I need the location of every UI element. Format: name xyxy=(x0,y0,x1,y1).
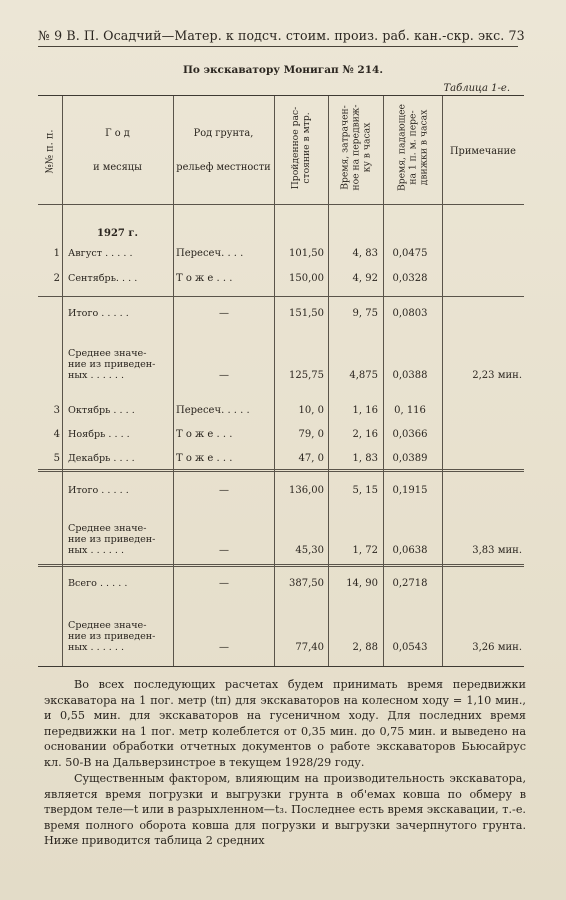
row-name: Октябрь . . . . xyxy=(68,405,135,416)
row-number: 2 xyxy=(53,273,60,284)
row-distance: 10, 0 xyxy=(298,405,324,416)
row-distance: 79, 0 xyxy=(298,429,324,440)
table-label: Таблица 1-е. xyxy=(443,83,510,94)
row-name: Итого . . . . . xyxy=(68,308,129,319)
row-time: 1, 83 xyxy=(352,453,378,464)
row-time: 2, 16 xyxy=(352,429,378,440)
header-divider xyxy=(38,204,524,205)
col-header-relief: рельеф местности xyxy=(176,162,271,173)
row-name: Среднее значе- ние из приведен- ных . . . . . . xyxy=(68,620,156,653)
row-distance: 136,00 xyxy=(289,485,324,496)
row-number: 3 xyxy=(53,405,60,416)
row-number: 1 xyxy=(53,248,60,259)
col-divider xyxy=(173,96,174,666)
col-header-soil: Род грунта, xyxy=(193,128,254,139)
row-time-per-meter: 0,0543 xyxy=(392,642,428,653)
data-table xyxy=(38,95,524,667)
row-divider xyxy=(38,469,524,472)
row-time: 2, 88 xyxy=(352,642,378,653)
row-soil: Т о ж е . . . xyxy=(176,429,233,440)
row-soil: — xyxy=(219,308,229,319)
row-time: 4,875 xyxy=(349,370,378,381)
year-label: 1927 г. xyxy=(97,228,138,239)
row-distance: 151,50 xyxy=(289,308,324,319)
row-name: Всего . . . . . xyxy=(68,578,128,589)
paragraph: Существенным фактором, влияющим на производительность экскаватора, является время погрузки и выгрузки грунта в об'емах ковша по обмеру в твердом теле—t или в разрыхленном—t₃. Последнее есть время экскавации, т.-е. время полного оборота ковша для погрузки и выгрузки зачерпнутого грунта. Ниже приводится таблица 2 средних xyxy=(44,772,526,847)
row-time: 4, 83 xyxy=(352,248,378,259)
row-divider xyxy=(38,296,524,297)
row-soil: — xyxy=(219,578,229,589)
row-time-per-meter: 0,0328 xyxy=(392,273,428,284)
row-number: 4 xyxy=(53,429,60,440)
row-distance: 77,40 xyxy=(295,642,324,653)
header-rule xyxy=(38,46,518,47)
row-soil: — xyxy=(219,642,229,653)
col-header-time-per-meter: Время, падающее на 1 п. м. пере- движки в часах xyxy=(396,104,430,192)
row-soil: Пересеч. . . . . xyxy=(176,405,250,416)
row-soil: Пересеч. . . . xyxy=(176,248,244,259)
row-time-per-meter: 0,1915 xyxy=(392,485,428,496)
row-time-per-meter: 0,2718 xyxy=(392,578,428,589)
col-header-time-spent: Время, затрачен- ное на передвиж- ку в часах xyxy=(339,104,373,191)
row-name: Ноябрь . . . . xyxy=(68,429,130,440)
row-time-per-meter: 0,0803 xyxy=(392,308,428,319)
col-header-note: Примечание xyxy=(450,146,516,157)
row-name: Август . . . . . xyxy=(68,248,133,259)
row-time-per-meter: 0, 116 xyxy=(394,405,426,416)
row-distance: 101,50 xyxy=(289,248,324,259)
row-time-per-meter: 0,0388 xyxy=(392,370,428,381)
row-distance: 125,75 xyxy=(289,370,324,381)
row-soil: — xyxy=(219,485,229,496)
row-name: Декабрь . . . . xyxy=(68,453,135,464)
row-time-per-meter: 0,0475 xyxy=(392,248,428,259)
running-header: № 9 В. П. Осадчий—Матер. к подсч. стоим. произ. раб. кан.-скр. экс. 73 xyxy=(38,28,525,43)
row-distance: 387,50 xyxy=(289,578,324,589)
paragraph: Во всех последующих расчетах будем принимать время передвижки экскаватора на 1 пог. метр (tп) для экскаваторов на колесном ходу = 1,10 мин., и 0,55 мин. для экскаваторов на гусеничном ходу. Для последних время передвижки на 1 пог. метр колеблется от 0,35 мин. до 0,75 мин. и выведено на основании обработки отчетных документов о работе экскаваторов Бьюсайрус кл. 50-В на Дальверзинстрое в текущем 1928/29 году. xyxy=(44,678,526,769)
col-header-year: Г о д xyxy=(105,128,130,139)
row-name: Среднее значе- ние из приведен- ных . . . . . . xyxy=(68,523,156,556)
row-soil: — xyxy=(219,370,229,381)
col-header-months: и месяцы xyxy=(93,162,142,173)
row-time: 14, 90 xyxy=(346,578,378,589)
row-note: 3,26 мин. xyxy=(472,642,522,653)
col-divider xyxy=(62,96,63,666)
col-header-num: №№ п. п. xyxy=(44,129,56,174)
row-time: 4, 92 xyxy=(352,273,378,284)
row-time: 1, 16 xyxy=(352,405,378,416)
row-number: 5 xyxy=(53,453,60,464)
row-soil: Т о ж е . . . xyxy=(176,273,233,284)
row-note: 3,83 мин. xyxy=(472,545,522,556)
row-time: 1, 72 xyxy=(352,545,378,556)
row-time-per-meter: 0,0389 xyxy=(392,453,428,464)
row-distance: 150,00 xyxy=(289,273,324,284)
row-time-per-meter: 0,0366 xyxy=(392,429,428,440)
row-distance: 45,30 xyxy=(295,545,324,556)
row-name: Сентябрь. . . . xyxy=(68,273,138,284)
row-note: 2,23 мин. xyxy=(472,370,522,381)
row-time-per-meter: 0,0638 xyxy=(392,545,428,556)
row-time: 9, 75 xyxy=(352,308,378,319)
row-name: Итого . . . . . xyxy=(68,485,129,496)
row-name: Среднее значе- ние из приведен- ных . . . . . . xyxy=(68,348,156,381)
row-soil: — xyxy=(219,545,229,556)
col-header-distance: Пройденное рас- стояние в мтр. xyxy=(290,106,312,190)
row-soil: Т о ж е . . . xyxy=(176,453,233,464)
row-distance: 47, 0 xyxy=(298,453,324,464)
row-divider xyxy=(38,564,524,567)
row-time: 5, 15 xyxy=(352,485,378,496)
table-subtitle: По экскаватору Монигап № 214. xyxy=(183,64,383,76)
col-divider xyxy=(442,96,443,666)
body-text xyxy=(44,677,526,849)
